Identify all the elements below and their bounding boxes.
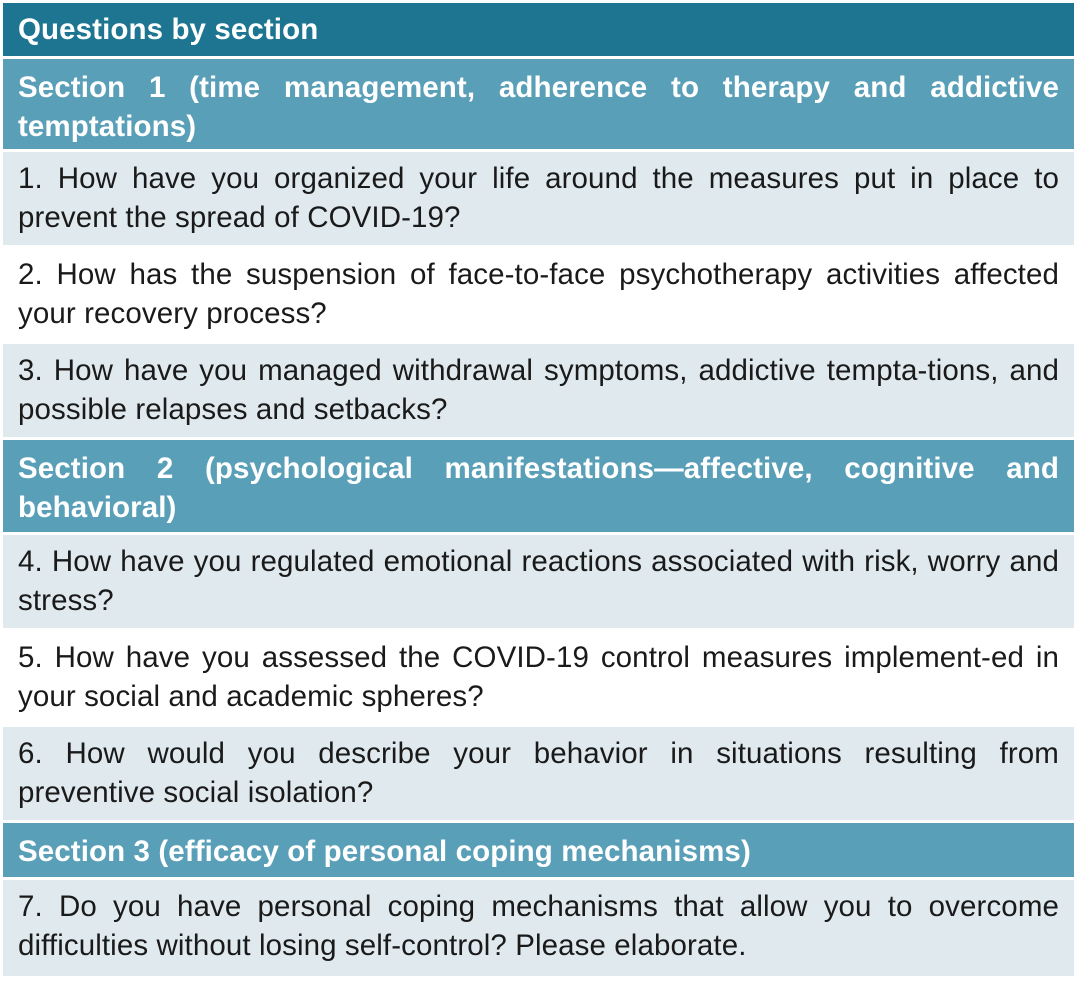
section-2-header <box>3 440 1074 532</box>
question-1 <box>3 152 1074 245</box>
question-4-text: 4. How have you regulated emotional reactions associated with risk, worry and stress? <box>18 545 1059 617</box>
question-7 <box>3 880 1074 976</box>
section-3-heading: Section 3 (efficacy of personal coping mechanisms) <box>18 835 751 868</box>
question-1-text: 1. How have you organized your life around the measures put in place to prevent the spread of COVID-19? <box>18 162 1059 234</box>
question-3 <box>3 344 1074 437</box>
question-6-text: 6. How would you describe your behavior in situations resulting from preventive social isolation? <box>18 737 1059 809</box>
section-3-header <box>3 823 1074 877</box>
section-1-header <box>3 59 1074 149</box>
table-title <box>3 3 1074 56</box>
questions-table <box>3 3 1074 979</box>
question-7-text: 7. Do you have personal coping mechanisms that allow you to overcome difficulties without losing self-control? Please elaborate. <box>18 890 1059 962</box>
question-3-text: 3. How have you managed withdrawal symptoms, addictive tempta-tions, and possible relapses and setbacks? <box>18 354 1059 426</box>
question-6 <box>3 727 1074 820</box>
question-5-text: 5. How have you assessed the COVID-19 control measures implement-ed in your social and academic spheres? <box>18 641 1059 713</box>
question-4 <box>3 535 1074 628</box>
section-2-heading: Section 2 (psychological manifestations—affective, cognitive and behavioral) <box>18 452 1059 524</box>
table-title-text: Questions by section <box>18 13 319 46</box>
section-1-heading: Section 1 (time management, adherence to therapy and addictive temptations) <box>18 71 1059 143</box>
question-5 <box>3 631 1074 724</box>
question-2 <box>3 248 1074 341</box>
question-2-text: 2. How has the suspension of face-to-face psychotherapy activities affected your recovery process? <box>18 258 1059 330</box>
